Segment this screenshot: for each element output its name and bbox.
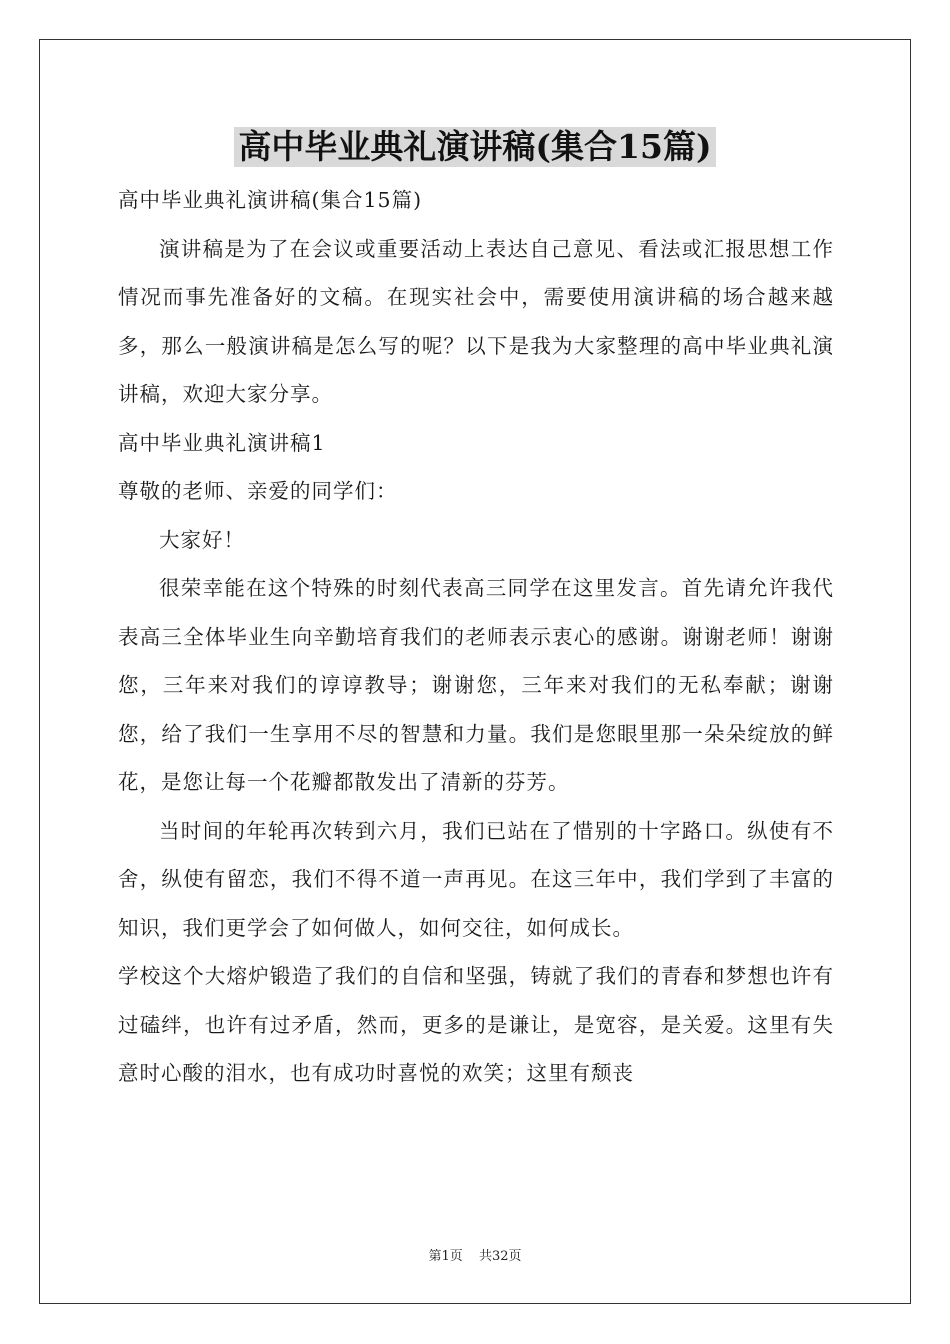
body-paragraph-1: 很荣幸能在这个特殊的时刻代表高三同学在这里发言。首先请允许我代表高三全体毕业生向辛勤培育我们的老师表示衷心的感谢。谢谢老师！谢谢您，三年来对我们的谆谆教导；谢谢您，三年来对我们的无私奉献；谢谢您，给了我们一生享用不尽的智慧和力量。我们是您眼里那一朵朵绽放的鲜花，是您让每一个花瓣都散发出了清新的芬芳。	[118, 576, 834, 794]
salutation: 尊敬的老师、亲爱的同学们：	[118, 479, 398, 503]
greeting: 大家好！	[159, 527, 245, 552]
body-paragraph-2: 当时间的年轮再次转到六月，我们已站在了惜别的十字路口。纵使有不舍，纵使有留恋，我们不得不道一声再见。在这三年中，我们学到了丰富的知识，我们更学会了如何做人，如何交往，如何成长。	[118, 818, 834, 940]
page-footer	[0, 1245, 950, 1264]
intro-paragraph: 演讲稿是为了在会议或重要活动上表达自己意见、看法或汇报思想工作情况而事先准备好的文稿。在现实社会中，需要使用演讲稿的场合越来越多，那么一般演讲稿是怎么写的呢？以下是我为大家整理的高中毕业典礼演讲稿，欢迎大家分享。	[118, 236, 834, 406]
section-heading: 高中毕业典礼演讲稿1	[118, 430, 326, 455]
document-title: 高中毕业典礼演讲稿(集合15篇)	[234, 127, 715, 167]
page-number: 第1页	[428, 1249, 463, 1264]
page-total: 共32页	[478, 1249, 522, 1264]
title-container	[0, 127, 950, 167]
subtitle-line: 高中毕业典礼演讲稿(集合15篇)	[118, 188, 423, 212]
document-body	[118, 176, 834, 1098]
body-paragraph-3: 学校这个大熔炉锻造了我们的自信和坚强，铸就了我们的青春和梦想也许有过磕绊，也许有过矛盾，然而，更多的是谦让，是宽容，是关爱。这里有失意时心酸的泪水，也有成功时喜悦的欢笑；这里有颓丧	[118, 964, 834, 1085]
